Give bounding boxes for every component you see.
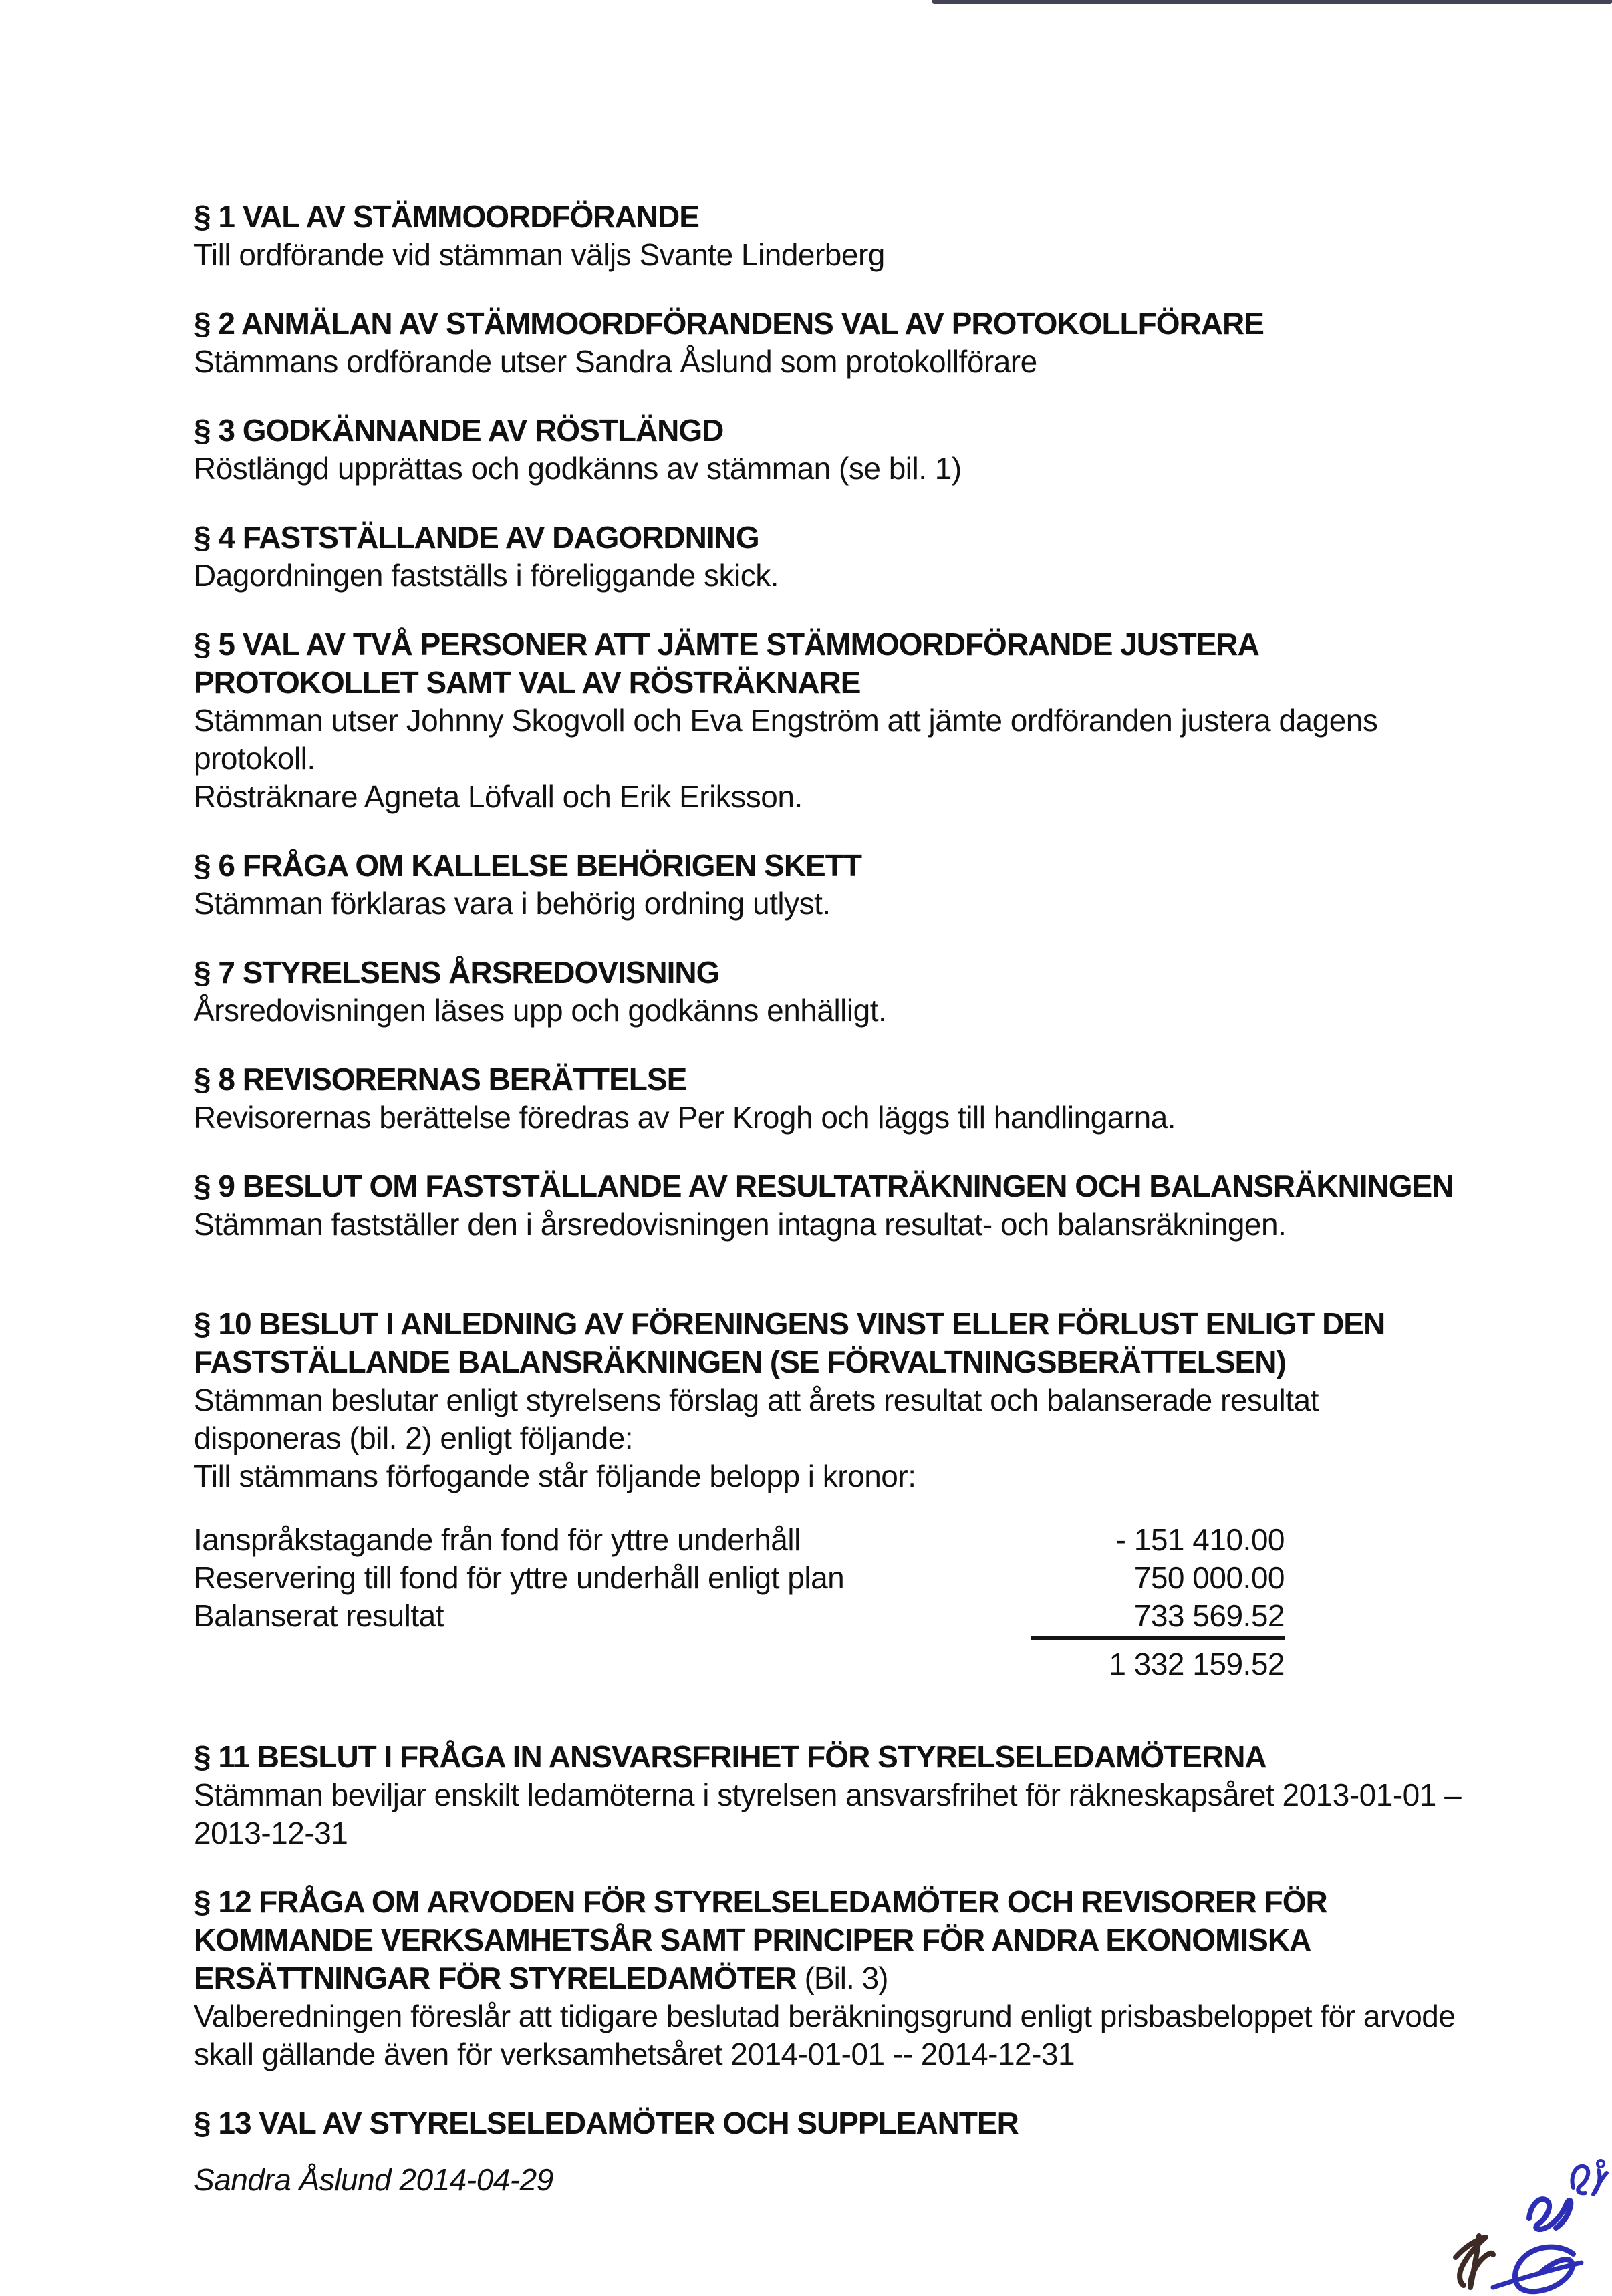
- section-par-4-body: Dagordningen fastställs i föreliggande skick.: [194, 558, 779, 593]
- allocation-label: Reservering till fond för yttre underhåll enligt plan: [194, 1560, 845, 1595]
- section-par-2-heading: § 2 ANMÄLAN AV STÄMMOORDFÖRANDENS VAL AV PROTOKOLLFÖRARE: [194, 306, 1264, 341]
- section-par-9-heading: § 9 BESLUT OM FASTSTÄLLANDE AV RESULTATRÄKNINGEN OCH BALANSRÄKNINGEN: [194, 1169, 1454, 1203]
- section-par-5-body-1: Stämman utser Johnny Skogvoll och Eva Engström att jämte ordföranden justera dagens protokoll.: [194, 703, 1378, 776]
- initials-e: [1493, 2247, 1581, 2292]
- allocation-table: [194, 1521, 1285, 1683]
- section-par-7-body: Årsredovisningen läses upp och godkänns enhälligt.: [194, 993, 887, 1028]
- section-par-13-heading: § 13 VAL AV STYRELSELEDAMÖTER OCH SUPPLEANTER: [194, 2106, 1019, 2140]
- section-par-12-heading-text: § 12 FRÅGA OM ARVODEN FÖR STYRELSELEDAMÖTER OCH REVISORER FÖR KOMMANDE VERKSAMHETSÅR SAMT PRINCIPER FÖR ANDRA EKONOMISKA ERSÄTTNINGAR FÖR STYRELEDAMÖTER: [194, 1884, 1327, 1995]
- section-par-12-body: Valberedningen föreslår att tidigare beslutad beräkningsgrund enligt prisbasbeloppet för arvode skall gällande även för verksamhetsåret 2014-01-01 -- 2014-12-31: [194, 1999, 1456, 2071]
- section-par-5-body-2: Rösträknare Agneta Löfvall och Erik Eriksson.: [194, 779, 803, 814]
- section-par-2-body: Stämmans ordförande utser Sandra Åslund som protokollförare: [194, 344, 1037, 379]
- section-par-8-heading: § 8 REVISORERNAS BERÄTTELSE: [194, 1062, 687, 1097]
- allocation-row: [194, 1521, 1285, 1559]
- allocation-row: [194, 1559, 1285, 1597]
- section-par-10-body-1: Stämman beslutar enligt styrelsens förslag att årets resultat och balanserade resultat disponeras (bil. 2) enligt följande:: [194, 1383, 1319, 1455]
- initials-sa: [1573, 2160, 1607, 2194]
- section-par-11-body: Stämman beviljar enskilt ledamöterna i styrelsen ansvarsfrihet för räkneskapsåret 2013-01-01 – 2013-12-31: [194, 1777, 1462, 1850]
- allocation-label: Balanserat resultat: [194, 1598, 444, 1633]
- section-par-12: [194, 1883, 1464, 2073]
- section-par-12-heading-note: (Bil. 3): [804, 1961, 888, 1995]
- allocation-total-row: [194, 1645, 1285, 1683]
- section-par-10-body-2: Till stämmans förfogande står följande belopp i kronor:: [194, 1459, 916, 1493]
- allocation-amount: - 151 410.00: [1115, 1522, 1285, 1557]
- section-par-7: [194, 954, 1464, 1030]
- section-par-13: [194, 2104, 1464, 2142]
- section-par-11-heading: § 11 BESLUT I FRÅGA IN ANSVARSFRIHET FÖR STYRELSELEDAMÖTERNA: [194, 1739, 1266, 1774]
- section-par-6-heading: § 6 FRÅGA OM KALLELSE BEHÖRIGEN SKETT: [194, 848, 861, 883]
- section-par-5: [194, 625, 1464, 816]
- minutes-content: [194, 198, 1464, 2199]
- section-par-1-body: Till ordförande vid stämman väljs Svante Linderberg: [194, 237, 885, 272]
- section-par-9: [194, 1167, 1464, 1244]
- allocation-amount-underlined: 733 569.52: [1031, 1597, 1285, 1640]
- section-par-12-heading: [194, 1883, 1464, 1997]
- allocation-row: [194, 1597, 1285, 1640]
- section-par-6: [194, 847, 1464, 923]
- section-par-6-body: Stämman förklaras vara i behörig ordning utlyst.: [194, 886, 831, 921]
- allocation-label: Ianspråkstagande från fond för yttre underhåll: [194, 1522, 801, 1557]
- initials-sl: [1529, 2199, 1571, 2229]
- initials-js: [1456, 2236, 1493, 2287]
- section-par-4: [194, 519, 1464, 595]
- section-par-10-heading: § 10 BESLUT I ANLEDNING AV FÖRENINGENS VINST ELLER FÖRLUST ENLIGT DEN FASTSTÄLLANDE BALANSRÄKNINGEN (SE FÖRVALTNINGSBERÄTTELSEN): [194, 1306, 1385, 1379]
- section-par-2: [194, 305, 1464, 381]
- section-par-3: [194, 412, 1464, 488]
- section-par-7-heading: § 7 STYRELSENS ÅRSREDOVISNING: [194, 955, 720, 990]
- allocation-total-amount: 1 332 159.52: [1109, 1646, 1285, 1681]
- section-par-9-body: Stämman fastställer den i årsredovisningen intagna resultat- och balansräkningen.: [194, 1207, 1287, 1242]
- handwritten-initials: [1398, 2136, 1612, 2296]
- section-par-3-body: Röstlängd upprättas och godkänns av stämman (se bil. 1): [194, 451, 962, 486]
- section-par-5-heading: § 5 VAL AV TVÅ PERSONER ATT JÄMTE STÄMMOORDFÖRANDE JUSTERA PROTOKOLLET SAMT VAL AV RÖSTRÄKNARE: [194, 627, 1258, 700]
- allocation-amount: 750 000.00: [1133, 1560, 1285, 1595]
- section-par-1-heading: § 1 VAL AV STÄMMOORDFÖRANDE: [194, 199, 699, 234]
- section-par-11: [194, 1714, 1464, 1852]
- section-par-1: [194, 198, 1464, 274]
- section-par-4-heading: § 4 FASTSTÄLLANDE AV DAGORDNING: [194, 520, 759, 555]
- scanner-edge-artifact: [932, 0, 1612, 4]
- clerk-signature-line: Sandra Åslund 2014-04-29: [194, 2162, 553, 2197]
- section-par-8: [194, 1060, 1464, 1137]
- section-par-3-heading: § 3 GODKÄNNANDE AV RÖSTLÄNGD: [194, 413, 724, 448]
- section-par-8-body: Revisorernas berättelse föredras av Per Krogh och läggs till handlingarna.: [194, 1100, 1176, 1135]
- section-par-10: [194, 1274, 1464, 1683]
